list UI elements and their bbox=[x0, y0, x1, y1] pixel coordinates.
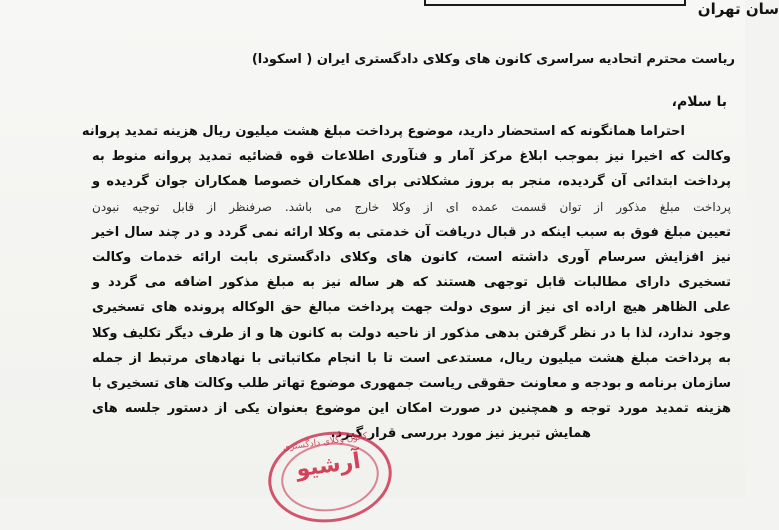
header-box bbox=[424, 0, 686, 6]
body-line: علی الظاهر هیچ اراده ای نیز از سوی دولت جهت پرداخت مبالغ حق الوکاله پرونده های تسخیری bbox=[92, 300, 731, 316]
body-line: هزینه تمدید مورد توجه و همچنین در صورت امکان این موضوع بعنوان یکی از دستور جلسه های bbox=[92, 401, 731, 417]
body-line: به پرداخت مبلغ هشت میلیون ریال، مستدعی است تا با انجام مکاتباتی با نهادهای مرتبط از جمله bbox=[92, 350, 731, 366]
stamp-small-text: کانون وکلای دادگستری bbox=[282, 431, 368, 454]
body-line: تعیین مبلغ فوق به سبب اینکه در قبال دریافت آن خدمتی به وکلا ارائه نمی گردد و در چند سال اخیر bbox=[92, 224, 731, 240]
body-line: وجود ندارد، لذا با در نظر گرفتن بدهی مذکور از ناحیه دولت به کانون ها و از طرف دیگر تکلیف وکلا bbox=[92, 325, 731, 341]
body-line: احتراما همانگونه که استحضار دارید، موضوع پرداخت مبلغ هشت میلیون ریال هزینه تمدید پروانه bbox=[81, 124, 685, 139]
body-line: همایش تبریز نیز مورد بررسی قرار گیرد. bbox=[330, 426, 591, 442]
body-line: وکالت که اخیرا نیز بموجب ابلاغ مرکز آمار و فنآوری اطلاعات قوه قضائیه تمدید پروانه منوط به bbox=[92, 149, 731, 165]
letter-body bbox=[81, 119, 731, 446]
organization-name-text: سان تهران bbox=[697, 0, 779, 18]
body-line: سازمان برنامه و بودجه و معاونت حقوقی ریاست جمهوری موضوع تهاتر طلب وکالت های تسخیری با bbox=[92, 375, 731, 391]
organization-name bbox=[664, 0, 779, 18]
body-line: پرداخت ابتدائی آن گردیده، منجر به بروز مشکلاتی برای همکاران خصوصا همکاران جوان گردیده و bbox=[92, 174, 731, 190]
letter-heading: ریاست محترم اتحادیه سراسری کانون های وکلای دادگستری ایران ( اسکودا) bbox=[251, 52, 735, 67]
salutation: با سلام، bbox=[671, 94, 727, 110]
stamp-text: آرشیو bbox=[294, 448, 363, 483]
body-line: نیز افزایش سرسام آوری داشته است، کانون های وکلای دادگستری بابت ارائه خدمات وکالت bbox=[92, 249, 731, 265]
body-line: پرداخت مبلغ مذکور از توان قسمت عمده ای از وکلا خارج می باشد. صرفنظر از قابل توجیه نبودن bbox=[92, 199, 731, 214]
body-line: تسخیری دارای مطالبات قابل توجهی هستند که هر ساله نیز به مبلغ مذکور اضافه می گردد و bbox=[92, 275, 731, 291]
